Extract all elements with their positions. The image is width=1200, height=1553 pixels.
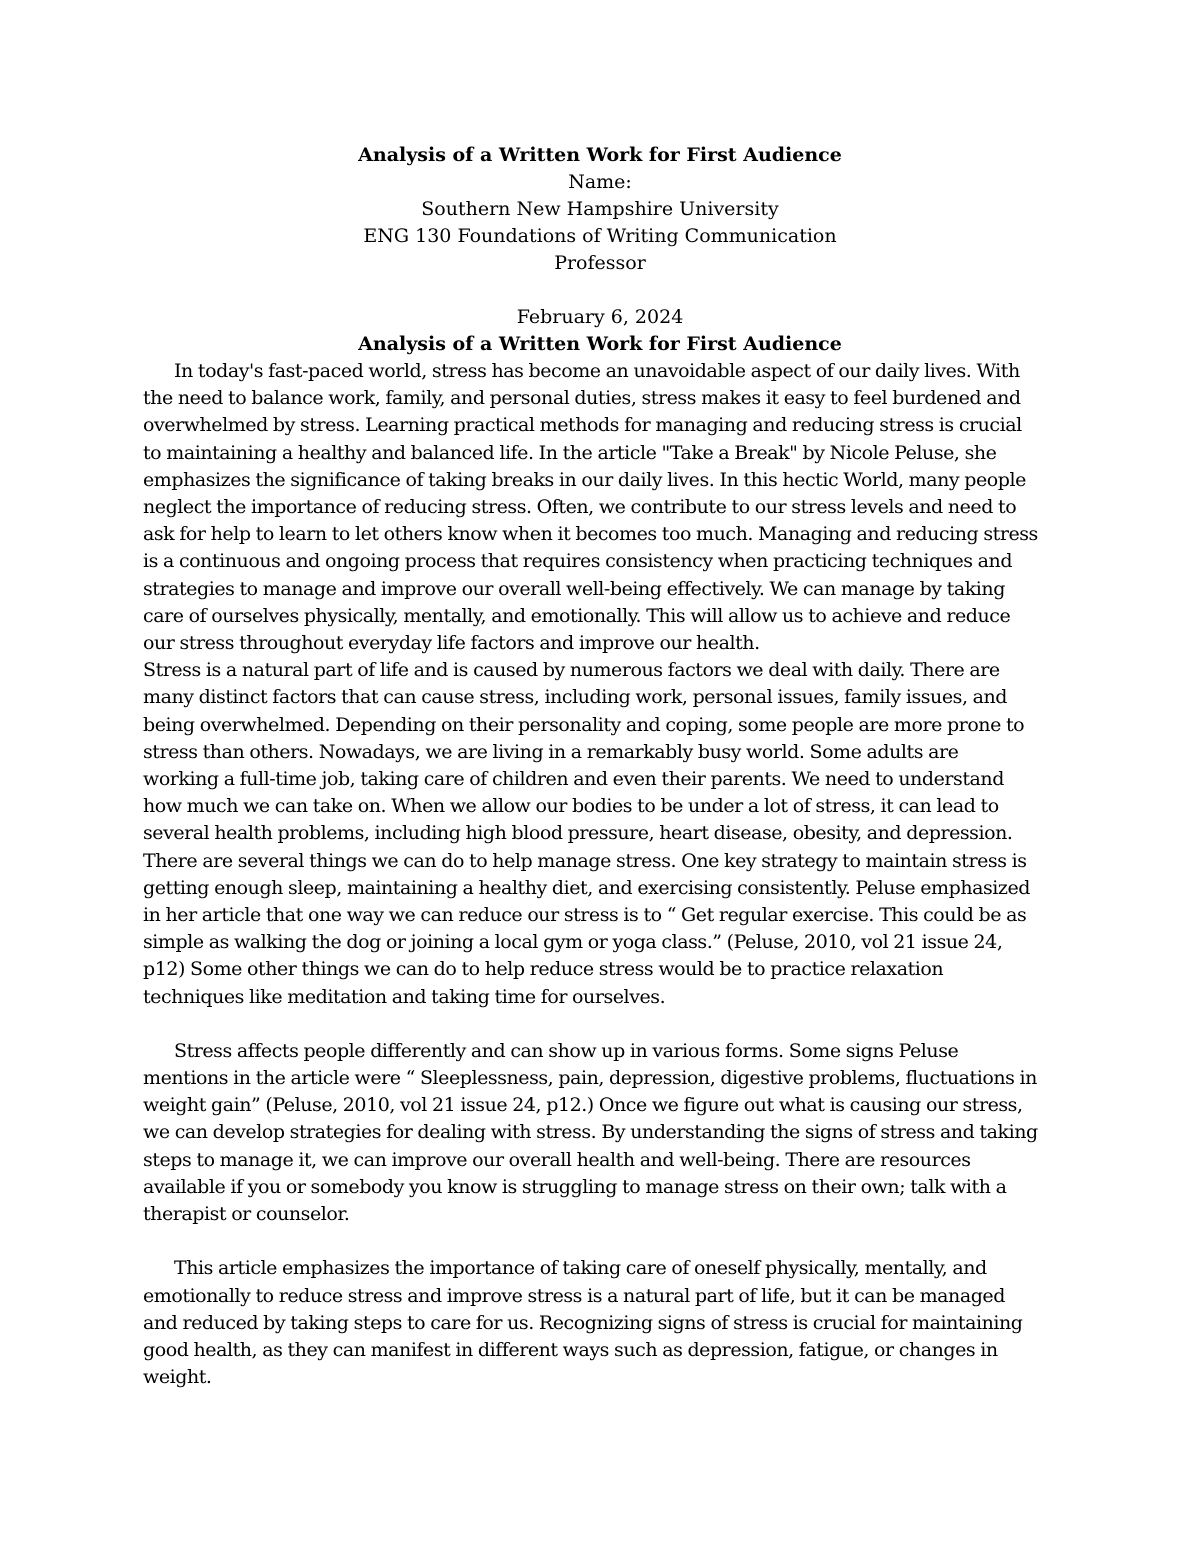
text-line: ask for help to learn to let others know when it becomes too much. Managing and reducing stress bbox=[143, 523, 1038, 546]
paragraph-3 bbox=[143, 1038, 1063, 1228]
paragraph-4 bbox=[143, 1255, 1063, 1391]
paragraph-2 bbox=[143, 657, 1063, 1011]
text-line: being overwhelmed. Depending on their personality and coping, some people are more prone to bbox=[143, 713, 1025, 736]
text-line: overwhelmed by stress. Learning practical methods for managing and reducing stress is crucial bbox=[143, 414, 1022, 437]
text-line: steps to manage it, we can improve our overall health and well-being. There are resources bbox=[143, 1148, 971, 1171]
text-line: emotionally to reduce stress and improve stress is a natural part of life, but it can be managed bbox=[143, 1284, 1005, 1307]
text-line: the need to balance work, family, and personal duties, stress makes it easy to feel burdened and bbox=[143, 387, 1021, 410]
text-line: There are several things we can do to help manage stress. One key strategy to maintain stress is bbox=[143, 849, 1027, 872]
text-line: In today's fast-paced world, stress has become an unavoidable aspect of our daily lives. With bbox=[174, 360, 1020, 382]
text-line: in her article that one way we can reduce our stress is to “ Get regular exercise. This could be as bbox=[143, 904, 1027, 927]
document-title: Analysis of a Written Work for First Audience bbox=[358, 144, 842, 166]
text-line: getting enough sleep, maintaining a healthy diet, and exercising consistently. Peluse emphasized bbox=[143, 876, 1030, 899]
text-line: neglect the importance of reducing stress. Often, we contribute to our stress levels and need to bbox=[143, 496, 1017, 519]
text-line: we can develop strategies for dealing with stress. By understanding the signs of stress and taking bbox=[143, 1121, 1038, 1144]
text-line: This article emphasizes the importance of taking care of oneself physically, mentally, and bbox=[174, 1257, 987, 1280]
text-line: weight. bbox=[143, 1366, 212, 1389]
paragraph-1 bbox=[143, 358, 1063, 657]
text-line: therapist or counselor. bbox=[143, 1203, 350, 1226]
text-line: how much we can take on. When we allow our bodies to be under a lot of stress, it can lead to bbox=[143, 795, 999, 818]
document-date: February 6, 2024 bbox=[516, 306, 684, 328]
text-line: stress than others. Nowadays, we are living in a remarkably busy world. Some adults are bbox=[143, 740, 959, 763]
text-line: strategies to manage and improve our overall well-being effectively. We can manage by taking bbox=[143, 577, 1005, 600]
text-line: care of ourselves physically, mentally, and emotionally. This will allow us to achieve and reduce bbox=[143, 604, 1011, 627]
text-line: working a full-time job, taking care of children and even their parents. We need to understand bbox=[143, 768, 1004, 791]
title-spacer bbox=[0, 277, 1200, 304]
text-line: weight gain” (Peluse, 2010, vol 21 issue 24, p12.) Once we figure out what is causing our stress, bbox=[143, 1094, 1023, 1117]
text-line: and reduced by taking steps to care for us. Recognizing signs of stress is crucial for maintaining bbox=[143, 1311, 1023, 1334]
text-line: is a continuous and ongoing process that requires consistency when practicing techniques and bbox=[143, 550, 1013, 573]
text-line: p12) Some other things we can do to help reduce stress would be to practice relaxation bbox=[143, 958, 944, 981]
text-line: emphasizes the significance of taking breaks in our daily lives. In this hectic World, many people bbox=[143, 468, 1026, 491]
text-line: to maintaining a healthy and balanced life. In the article "Take a Break" by Nicole Peluse, she bbox=[143, 441, 997, 464]
text-line: several health problems, including high blood pressure, heart disease, obesity, and depression. bbox=[143, 822, 1013, 845]
text-line: Stress is a natural part of life and is caused by numerous factors we deal with daily. There are bbox=[143, 659, 1000, 682]
professor-label: Professor bbox=[554, 252, 646, 274]
institution-name: Southern New Hampshire University bbox=[421, 198, 779, 220]
title-block bbox=[0, 142, 1200, 358]
text-line: Stress affects people differently and can show up in various forms. Some signs Peluse bbox=[174, 1039, 959, 1062]
text-line: many distinct factors that can cause stress, including work, personal issues, family issues, and bbox=[143, 686, 1007, 709]
body-title: Analysis of a Written Work for First Audience bbox=[358, 333, 842, 355]
course-name: ENG 130 Foundations of Writing Communication bbox=[363, 225, 837, 247]
paragraph-spacer bbox=[143, 1228, 1063, 1255]
text-line: available if you or somebody you know is struggling to manage stress on their own; talk with a bbox=[143, 1175, 1007, 1198]
text-line: our stress throughout everyday life factors and improve our health. bbox=[143, 632, 760, 655]
text-line: techniques like meditation and taking time for ourselves. bbox=[143, 985, 666, 1008]
text-line: good health, as they can manifest in different ways such as depression, fatigue, or changes in bbox=[143, 1338, 998, 1361]
body-text bbox=[143, 358, 1063, 1391]
name-label: Name: bbox=[568, 171, 632, 193]
text-line: mentions in the article were “ Sleeplessness, pain, depression, digestive problems, fluctuations in bbox=[143, 1067, 1037, 1090]
paragraph-spacer bbox=[143, 1011, 1063, 1038]
text-line: simple as walking the dog or joining a local gym or yoga class.” (Peluse, 2010, vol 21 issue 24, bbox=[143, 931, 1003, 954]
